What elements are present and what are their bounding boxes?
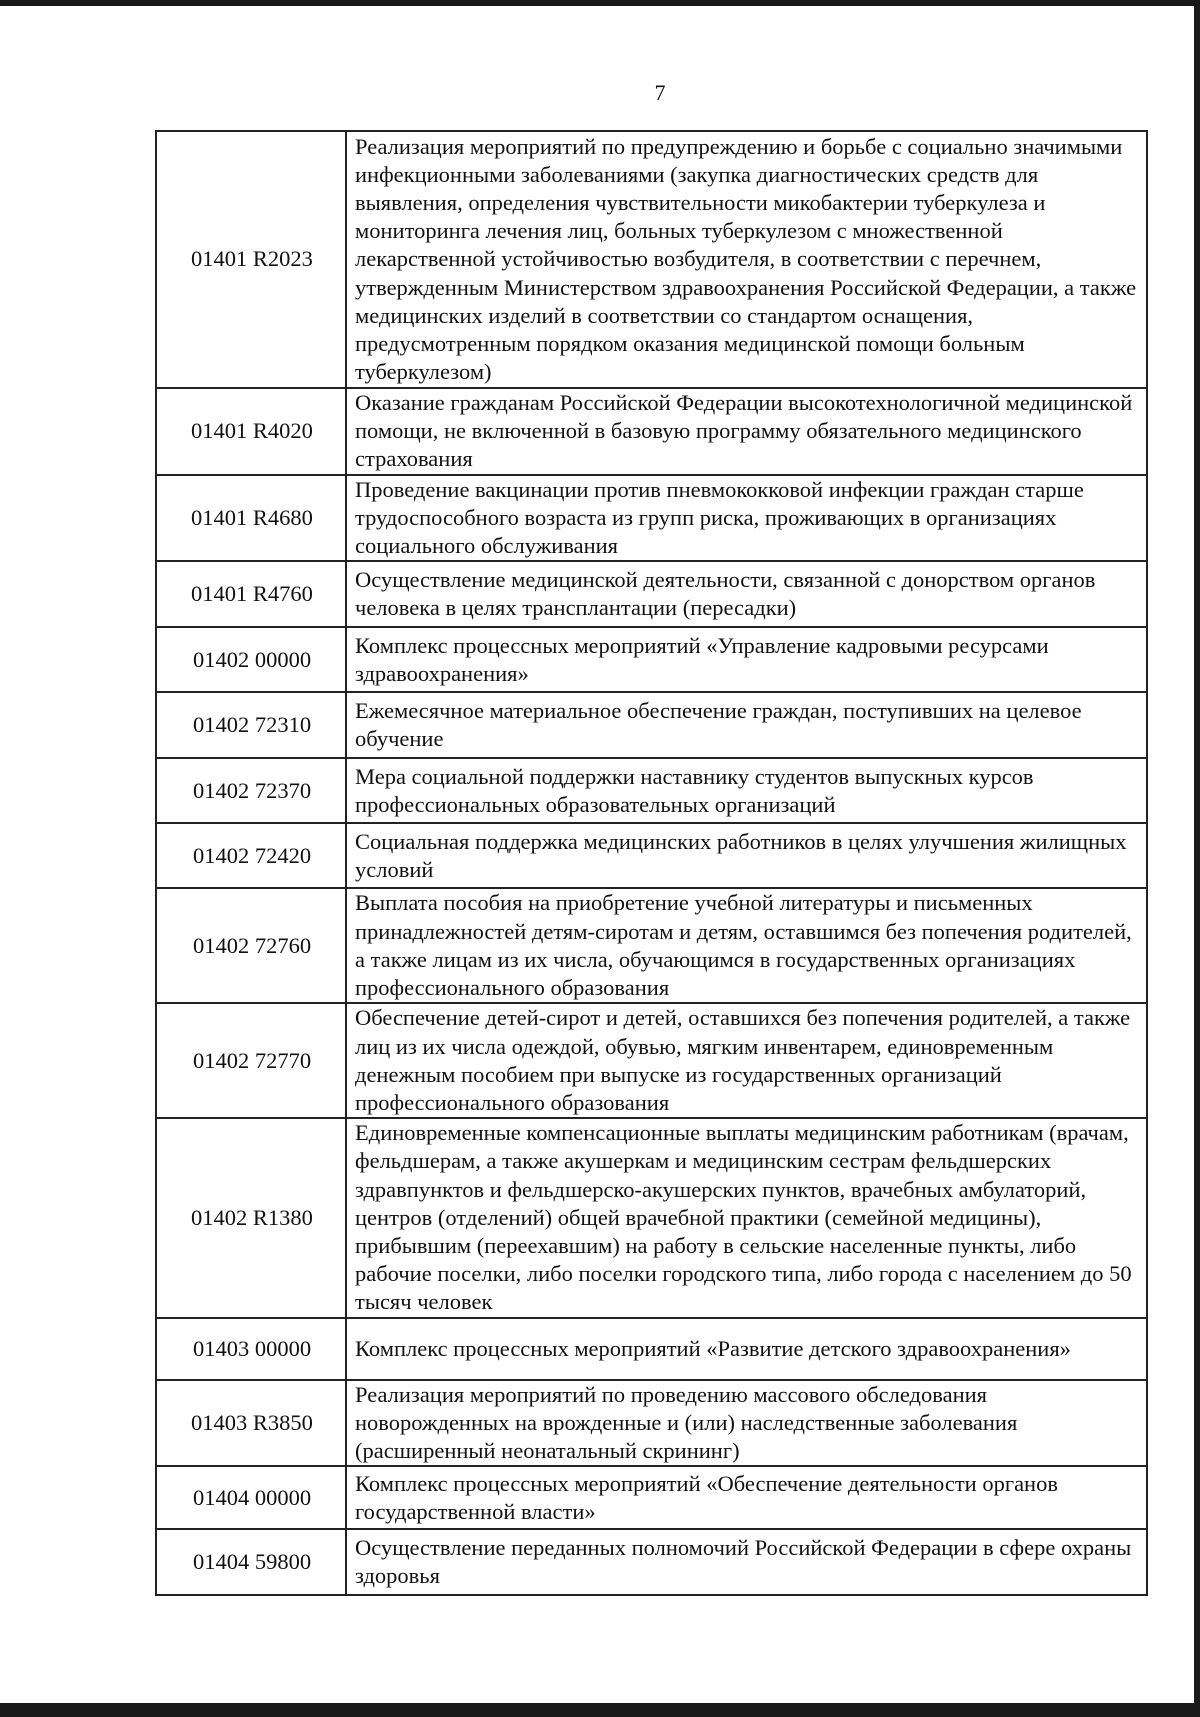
table-row [156, 1466, 1147, 1529]
classification-description: Обеспечение детей-сирот и детей, оставшихся без попечения родителей, а также лиц из их числа одеждой, обувью, мягким инвентарем, единовременным денежным пособием при выпуске из государственных организаций профессионального образования [346, 1003, 1147, 1118]
classification-code: 01402 00000 [156, 627, 346, 692]
classification-code: 01403 00000 [156, 1318, 346, 1380]
classification-code: 01401 R2023 [156, 131, 346, 388]
classification-description: Ежемесячное материальное обеспечение граждан, поступивших на целевое обучение [346, 692, 1147, 758]
classification-description: Оказание гражданам Российской Федерации высокотехнологичной медицинской помощи, не включенной в базовую программу обязательного медицинского страхования [346, 388, 1147, 475]
classification-description: Осуществление медицинской деятельности, связанной с донорством органов человека в целях трансплантации (пересадки) [346, 561, 1147, 627]
classification-description: Комплекс процессных мероприятий «Обеспечение деятельности органов государственной власти» [346, 1466, 1147, 1529]
table-row [156, 131, 1147, 388]
classification-description: Реализация мероприятий по предупреждению и борьбе с социально значимыми инфекционными заболеваниями (закупка диагностических средств для выявления, определения чувствительности микобактерии туберкулеза и мониторинга лечения лиц, больных туберкулезом с множественной лекарственной устойчивостью возбудителя, в соответствии с перечнем, утвержденным Министерством здравоохранения Российской Федерации, а также медицинских изделий в соответствии со стандартом оснащения, предусмотренным порядком оказания медицинской помощи больным туберкулезом) [346, 131, 1147, 388]
classification-code: 01402 R1380 [156, 1118, 346, 1317]
classification-code: 01402 72370 [156, 758, 346, 823]
table-row [156, 1529, 1147, 1595]
classification-code: 01401 R4760 [156, 561, 346, 627]
table-row [156, 823, 1147, 888]
classification-code: 01402 72420 [156, 823, 346, 888]
classification-code: 01402 72310 [156, 692, 346, 758]
table-row [156, 1003, 1147, 1118]
table-row [156, 1380, 1147, 1467]
classification-code: 01401 R4680 [156, 475, 346, 562]
table-row [156, 388, 1147, 475]
classification-description: Комплекс процессных мероприятий «Управление кадровыми ресурсами здравоохранения» [346, 627, 1147, 692]
table-row [156, 758, 1147, 823]
classification-code: 01401 R4020 [156, 388, 346, 475]
scan-edge-top [0, 0, 1200, 6]
classification-code: 01403 R3850 [156, 1380, 346, 1467]
page-number: 7 [654, 80, 666, 105]
table-row [156, 1318, 1147, 1380]
classification-description: Социальная поддержка медицинских работников в целях улучшения жилищных условий [346, 823, 1147, 888]
classification-code: 01402 72760 [156, 888, 346, 1003]
classification-code: 01404 00000 [156, 1466, 346, 1529]
table-row [156, 561, 1147, 627]
table-row [156, 888, 1147, 1003]
classification-code: 01402 72770 [156, 1003, 346, 1118]
scan-edge-right [1194, 0, 1200, 1717]
table-row [156, 1118, 1147, 1317]
classification-description: Осуществление переданных полномочий Российской Федерации в сфере охраны здоровья [346, 1529, 1147, 1595]
table-row [156, 475, 1147, 562]
scan-edge-bottom [0, 1703, 1200, 1717]
classification-description: Выплата пособия на приобретение учебной литературы и письменных принадлежностей детям-сиротам и детям, оставшимся без попечения родителей, а также лицам из их числа, обучающимся в государственных организациях профессионального образования [346, 888, 1147, 1003]
classification-code: 01404 59800 [156, 1529, 346, 1595]
table-row [156, 627, 1147, 692]
classification-description: Комплекс процессных мероприятий «Развитие детского здравоохранения» [346, 1318, 1147, 1380]
classification-description: Проведение вакцинации против пневмококковой инфекции граждан старше трудоспособного возраста из групп риска, проживающих в организациях социального обслуживания [346, 475, 1147, 562]
table-row [156, 692, 1147, 758]
classification-description: Мера социальной поддержки наставнику студентов выпускных курсов профессиональных образовательных организаций [346, 758, 1147, 823]
classification-description: Реализация мероприятий по проведению массового обследования новорожденных на врожденные и (или) наследственные заболевания (расширенный неонатальный скрининг) [346, 1380, 1147, 1467]
budget-classification-table [155, 130, 1148, 1596]
classification-description: Единовременные компенсационные выплаты медицинским работникам (врачам, фельдшерам, а также акушеркам и медицинским сестрам фельдшерских здравпунктов и фельдшерско-акушерских пунктов, врачебных амбулаторий, центров (отделений) общей врачебной практики (семейной медицины), прибывшим (переехавшим) на работу в сельские населенные пункты, либо рабочие поселки, либо поселки городского типа, либо города с населением до 50 тысяч человек [346, 1118, 1147, 1317]
